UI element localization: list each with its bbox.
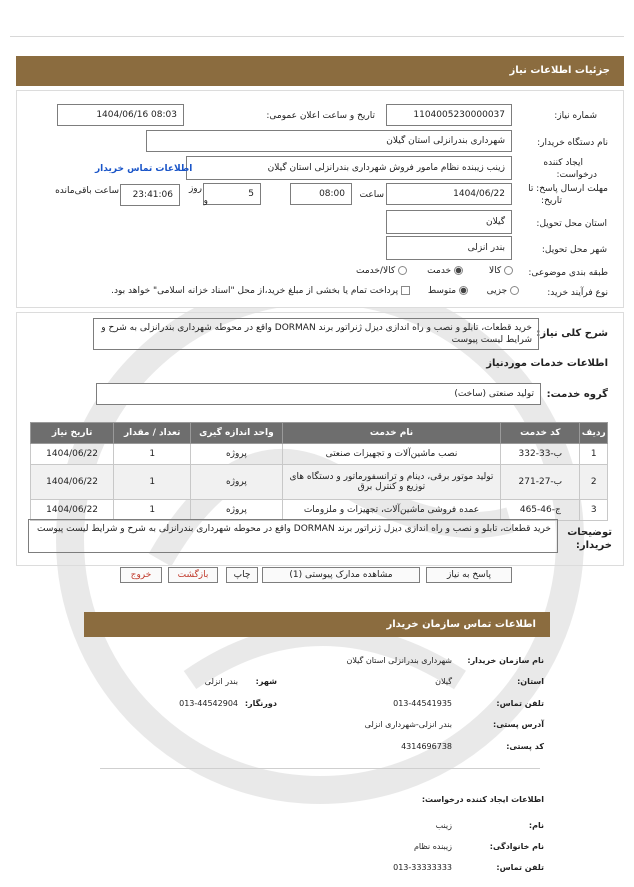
city-label: شهر محل تحویل: bbox=[541, 245, 607, 255]
col-header-service-code: کد خدمت bbox=[501, 423, 580, 444]
service-name: عمده فروشی ماشین‌آلات، تجهیزات و ملزومات bbox=[282, 500, 501, 521]
need-number-label: شماره نیاز: bbox=[554, 111, 597, 121]
contact-postal-value: 4314696738 bbox=[401, 742, 452, 751]
row-number: 2 bbox=[580, 465, 608, 500]
contact-fax-label: دورنگار: bbox=[244, 699, 277, 708]
category-option-service[interactable]: خدمت bbox=[427, 266, 463, 276]
quantity: 1 bbox=[114, 444, 191, 465]
process-option-medium[interactable]: متوسط bbox=[428, 286, 468, 296]
contact-phone-label: تلفن تماس: bbox=[496, 699, 544, 708]
table-header-row bbox=[31, 423, 608, 444]
deadline-date-field[interactable]: 1404/06/22 bbox=[386, 183, 512, 205]
print-button[interactable]: چاپ bbox=[226, 567, 258, 583]
contact-org-value: شهرداری بندرانزلی استان گیلان bbox=[346, 656, 452, 665]
creator-phone-value: 013-33333333 bbox=[393, 863, 452, 872]
time-remaining-label: ساعت باقی‌مانده bbox=[55, 186, 119, 196]
time-remaining-field[interactable]: 23:41:06 bbox=[120, 184, 180, 206]
contact-province-value: گیلان bbox=[435, 677, 452, 686]
days-label: روز bbox=[188, 184, 202, 194]
contact-city-value: بندر انزلی bbox=[204, 677, 238, 686]
buyer-org-label: نام دستگاه خریدار: bbox=[537, 138, 608, 148]
need-date: 1404/06/22 bbox=[31, 500, 114, 521]
need-number-field[interactable]: 1104005230000037 bbox=[386, 104, 512, 126]
unit: پروژه bbox=[191, 500, 282, 521]
contact-org-label: نام سازمان خریدار: bbox=[467, 656, 544, 665]
page-title: جزئیات اطلاعات نیاز bbox=[16, 56, 624, 86]
unit: پروژه bbox=[191, 465, 282, 500]
category-label: طبقه بندی موضوعی: bbox=[528, 268, 608, 278]
announce-label: تاریخ و ساعت اعلان عمومی: bbox=[266, 111, 375, 121]
contact-postal-label: کد پستی: bbox=[506, 742, 544, 751]
creator-label-line1: ایجاد کننده bbox=[543, 158, 583, 168]
contact-fax-value: 013-44542904 bbox=[179, 699, 238, 708]
services-table bbox=[30, 422, 608, 521]
services-title: اطلاعات خدمات موردنیاز bbox=[486, 358, 608, 369]
quantity: 1 bbox=[114, 500, 191, 521]
category-radio-goods-service[interactable] bbox=[398, 266, 407, 275]
table-row bbox=[31, 465, 608, 500]
row-number: 3 bbox=[580, 500, 608, 521]
service-code: ج-46-465 bbox=[501, 500, 580, 521]
process-label: نوع فرآیند خرید: bbox=[547, 288, 608, 298]
view-attachments-button[interactable]: مشاهده مدارک پیوستی (1) bbox=[262, 567, 420, 583]
contact-section-title: اطلاعات تماس سازمان خریدار bbox=[84, 612, 550, 637]
need-date: 1404/06/22 bbox=[31, 444, 114, 465]
treasury-payment-note[interactable]: پرداخت تمام یا بخشی از مبلغ خرید،از محل "اسناد خزانه اسلامی" خواهد بود. bbox=[111, 286, 410, 296]
contact-city-label: شهر: bbox=[255, 677, 277, 686]
creator-field[interactable]: زینب زیبنده نظام مامور فروش شهرداری بندرانزلی استان گیلان bbox=[186, 156, 512, 180]
quantity: 1 bbox=[114, 465, 191, 500]
buyer-org-field[interactable]: شهرداری بندرانزلی استان گیلان bbox=[146, 130, 512, 152]
row-number: 1 bbox=[580, 444, 608, 465]
contact-address-value: بندر انزلی-شهرداری انزلی bbox=[364, 720, 452, 729]
back-button[interactable]: بازگشت bbox=[168, 567, 218, 583]
buyer-contact-link[interactable]: اطلاعات تماس خریدار bbox=[95, 164, 193, 174]
creator-label-line2: درخواست: bbox=[556, 170, 597, 180]
unit: پروژه bbox=[191, 444, 282, 465]
table-row bbox=[31, 444, 608, 465]
service-group-label: گروه خدمت: bbox=[546, 389, 608, 400]
need-date: 1404/06/22 bbox=[31, 465, 114, 500]
col-header-unit: واحد اندازه گیری bbox=[191, 423, 282, 444]
treasury-checkbox[interactable] bbox=[401, 286, 410, 295]
contact-address-label: آدرس پستی: bbox=[493, 720, 544, 729]
deadline-label-line2: تاریخ: bbox=[541, 196, 562, 206]
province-field[interactable]: گیلان bbox=[386, 210, 512, 234]
col-header-quantity: تعداد / مقدار bbox=[114, 423, 191, 444]
deadline-time-field[interactable]: 08:00 bbox=[290, 183, 352, 205]
service-code: ب-33-332 bbox=[501, 444, 580, 465]
contact-phone-value: 013-44541935 bbox=[393, 699, 452, 708]
contact-province-label: استان: bbox=[517, 677, 544, 686]
service-group-field[interactable]: تولید صنعتی (ساخت) bbox=[96, 383, 541, 405]
and-label: و bbox=[203, 196, 208, 206]
summary-text: خرید قطعات، تابلو و نصب و راه اندازی دیزل ژنراتور برند DORMAN واقع در محوطه شهرداری بندرانزلی به شرح و شرایط لیست پیوست bbox=[93, 318, 539, 350]
creator-family-label: نام خانوادگی: bbox=[489, 842, 544, 851]
category-option-goods-service[interactable]: کالا/خدمت bbox=[356, 266, 407, 276]
notes-text: خرید قطعات، تابلو و نصب و راه اندازی دیزل ژنراتور برند DORMAN واقع در محوطه شهرداری بندرانزلی به شرح و شرایط لیست پیوست bbox=[28, 519, 558, 553]
category-radio-goods[interactable] bbox=[504, 266, 513, 275]
deadline-label-line1: مهلت ارسال پاسخ: تا bbox=[528, 184, 608, 194]
process-radio-partial[interactable] bbox=[510, 286, 519, 295]
creator-info-title: اطلاعات ایجاد کننده درخواست: bbox=[421, 795, 544, 804]
creator-family-value: زیبنده نظام bbox=[413, 842, 452, 851]
deadline-time-label: ساعت bbox=[359, 190, 384, 200]
notes-label: توضیحات خریدار: bbox=[567, 527, 612, 551]
service-code: ب-27-271 bbox=[501, 465, 580, 500]
city-field[interactable]: بندر انزلی bbox=[386, 236, 512, 260]
col-header-service-name: نام خدمت bbox=[282, 423, 501, 444]
reply-button[interactable]: پاسخ به نیاز bbox=[426, 567, 512, 583]
top-divider bbox=[10, 36, 624, 37]
col-header-need-date: تاریخ نیاز bbox=[31, 423, 114, 444]
category-radio-service[interactable] bbox=[454, 266, 463, 275]
summary-label: شرح کلی نیاز: bbox=[536, 328, 608, 339]
service-name: تولید موتور برقی، دینام و ترانسفورماتور و دستگاه های توزیع و کنترل برق bbox=[282, 465, 501, 500]
announce-date-field[interactable]: 1404/06/16 08:03 bbox=[57, 104, 184, 126]
exit-button[interactable]: خروج bbox=[120, 567, 162, 583]
creator-name-value: زینب bbox=[435, 821, 452, 830]
days-remaining-field[interactable]: 5 bbox=[203, 183, 261, 205]
creator-name-label: نام: bbox=[528, 821, 544, 830]
process-radio-medium[interactable] bbox=[459, 286, 468, 295]
category-option-goods[interactable]: کالا bbox=[489, 266, 513, 276]
contact-divider bbox=[100, 768, 540, 769]
creator-phone-label: تلفن تماس: bbox=[496, 863, 544, 872]
province-label: استان محل تحویل: bbox=[536, 219, 607, 229]
process-option-partial[interactable]: جزیی bbox=[487, 286, 519, 296]
service-name: نصب ماشین‌آلات و تجهیزات صنعتی bbox=[282, 444, 501, 465]
table-row bbox=[31, 500, 608, 521]
col-header-row-number: ردیف bbox=[580, 423, 608, 444]
